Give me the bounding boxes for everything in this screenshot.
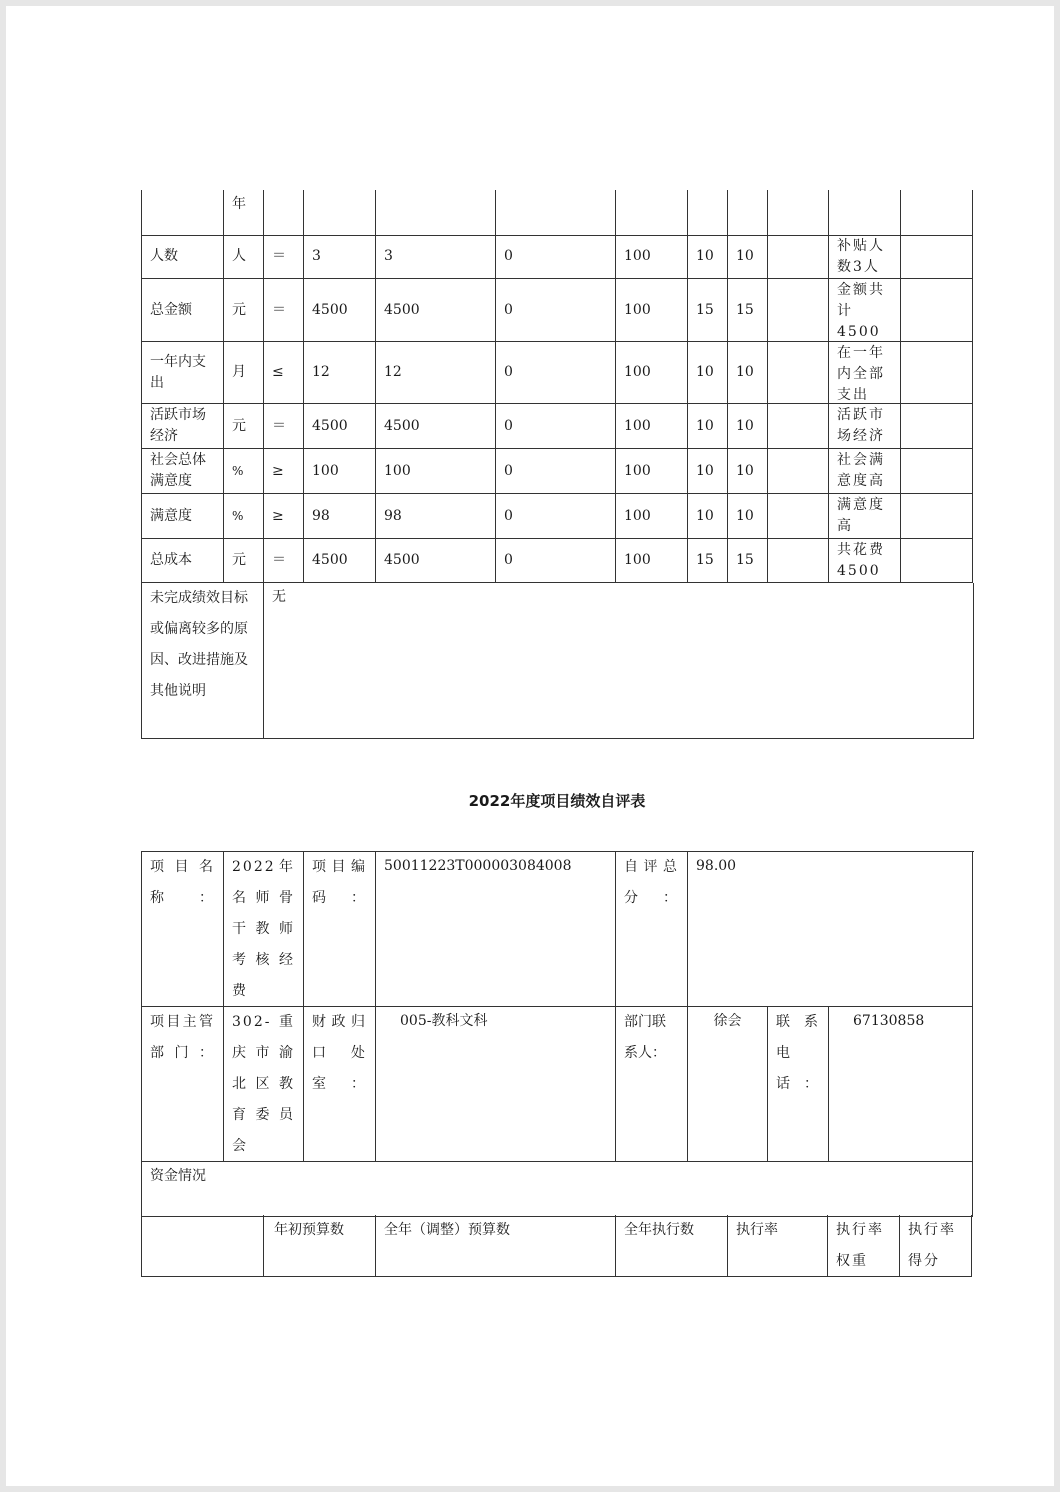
indicator-cell-completion: 100 [616,279,688,342]
indicator-cell-empty [901,539,973,583]
indicator-cell-actual: 98 [376,494,496,539]
finance-label: 财政归口处室： [304,1007,376,1162]
indicator-cell-score: 10 [728,449,768,494]
indicator-cell-unit: 元 [224,279,264,342]
indicator-cell-completion: 100 [616,494,688,539]
reason-table [141,583,974,739]
indicator-cell-actual: 3 [376,235,496,279]
indicator-cell-note: 金额共计4500 [829,279,901,342]
indicator-cell-completion: 100 [616,235,688,279]
funds-header-0 [142,1215,264,1277]
fragment-cell [829,190,901,236]
indicator-cell-name: 总金额 [142,279,224,342]
indicator-cell-blank [768,494,829,539]
indicator-cell-op: ≥ [264,494,304,539]
indicator-cell-deviation: 0 [496,342,616,404]
indicator-cell-name: 满意度 [142,494,224,539]
indicator-cell-deviation: 0 [496,449,616,494]
indicator-cell-blank [768,404,829,449]
indicator-cell-name: 人数 [142,235,224,279]
fragment-cell [304,190,376,236]
indicator-cell-blank [768,449,829,494]
funds-header-6: 执行率得分 [900,1215,972,1277]
fragment-cell [728,190,768,236]
indicator-cell-note: 在一年内全部支出 [829,342,901,404]
form-title: 2022年度项目绩效自评表 [468,792,646,810]
indicator-cell-unit: % [224,494,264,539]
self-score-label: 自评总分： [616,852,688,1007]
indicator-cell-score: 15 [728,279,768,342]
indicator-cell-op: ≥ [264,449,304,494]
indicator-cell-weight: 15 [688,539,728,583]
contact-value: 徐会 [688,1007,768,1162]
indicator-cell-completion: 100 [616,449,688,494]
project-code-label: 项目编码： [304,852,376,1007]
indicator-cell-score: 15 [728,539,768,583]
document-page [6,6,1054,1486]
indicator-cell-weight: 10 [688,494,728,539]
indicator-cell-target: 100 [304,449,376,494]
indicator-cell-empty [901,494,973,539]
indicator-cell-unit: 元 [224,539,264,583]
indicator-cell-completion: 100 [616,539,688,583]
indicator-cell-op: ＝ [264,279,304,342]
indicator-cell-empty [901,279,973,342]
funds-header-5: 执行率权重 [828,1215,900,1277]
indicator-cell-unit: 元 [224,404,264,449]
indicator-cell-op: ＝ [264,235,304,279]
fragment-cell [264,190,304,236]
indicator-cell-completion: 100 [616,404,688,449]
funds-table [141,1215,974,1277]
indicator-cell-note: 共花费4500 [829,539,901,583]
indicator-cell-name: 社会总体满意度 [142,449,224,494]
fragment-cell [768,190,829,236]
fragment-cell [142,190,224,236]
indicator-cell-note: 满意度高 [829,494,901,539]
indicator-cell-deviation: 0 [496,539,616,583]
indicator-cell-deviation: 0 [496,404,616,449]
indicator-cell-score: 10 [728,494,768,539]
indicator-cell-target: 98 [304,494,376,539]
fragment-cell [901,190,973,236]
project-code-value: 50011223T000003084008 [376,852,616,1007]
indicator-cell-target: 12 [304,342,376,404]
indicator-cell-weight: 10 [688,449,728,494]
contact-label: 部门联系人： [616,1007,688,1162]
indicator-cell-name: 总成本 [142,539,224,583]
reason-value: 无 [264,583,974,739]
indicator-cell-target: 4500 [304,539,376,583]
indicator-cell-deviation: 0 [496,494,616,539]
dept-label: 项目主管部门： [142,1007,224,1162]
indicator-cell-actual: 12 [376,342,496,404]
funds-header-3: 全年执行数 [616,1215,728,1277]
funds-header-1: 年初预算数 [264,1215,376,1277]
dept-value: 302-重庆市渝北区教育委员会 [224,1007,304,1162]
finance-value: 005-教科文科 [376,1007,616,1162]
indicator-table [141,190,974,236]
indicator-cell-deviation: 0 [496,279,616,342]
project-info-table [141,851,974,1217]
indicator-cell-weight: 15 [688,279,728,342]
indicator-cell-actual: 4500 [376,539,496,583]
funds-section-label: 资金情况 [142,1162,973,1217]
fragment-cell [496,190,616,236]
indicator-cell-actual: 4500 [376,404,496,449]
indicator-cell-blank [768,342,829,404]
funds-header-4: 执行率 [728,1215,828,1277]
indicator-cell-weight: 10 [688,235,728,279]
indicator-cell-name: 一年内支出 [142,342,224,404]
fragment-unit: 年 [224,190,264,236]
indicator-cell-score: 10 [728,404,768,449]
indicator-cell-name: 活跃市场经济 [142,404,224,449]
indicator-cell-actual: 4500 [376,279,496,342]
indicator-cell-weight: 10 [688,404,728,449]
indicator-cell-target: 3 [304,235,376,279]
indicator-cell-deviation: 0 [496,235,616,279]
indicator-cell-op: ≤ [264,342,304,404]
indicator-cell-score: 10 [728,342,768,404]
indicator-cell-blank [768,279,829,342]
indicator-cell-blank [768,235,829,279]
indicator-cell-unit: 人 [224,235,264,279]
indicator-cell-op: ＝ [264,404,304,449]
indicator-cell-unit: % [224,449,264,494]
self-score-value: 98.00 [688,852,973,1007]
funds-header-2: 全年（调整）预算数 [376,1215,616,1277]
indicator-cell-op: ＝ [264,539,304,583]
fragment-cell [376,190,496,236]
indicator-cell-blank [768,539,829,583]
indicator-cell-empty [901,404,973,449]
indicator-cell-empty [901,449,973,494]
phone-value: 67130858 [829,1007,973,1162]
indicator-cell-empty [901,235,973,279]
indicator-cell-empty [901,342,973,404]
indicator-cell-note: 活跃市场经济 [829,404,901,449]
indicator-cell-actual: 100 [376,449,496,494]
indicator-cell-unit: 月 [224,342,264,404]
fragment-cell [616,190,688,236]
reason-label: 未完成绩效目标或偏离较多的原因、改进措施及其他说明 [142,583,264,739]
indicator-cell-note: 补贴人数3人 [829,235,901,279]
fragment-cell [688,190,728,236]
indicator-cell-note: 社会满意度高 [829,449,901,494]
project-name-value: 2022年名师骨干教师考核经费 [224,852,304,1007]
indicator-cell-target: 4500 [304,404,376,449]
project-name-label: 项目名称： [142,852,224,1007]
phone-label: 联系电话： [768,1007,829,1162]
indicator-rows [141,235,974,583]
indicator-cell-completion: 100 [616,342,688,404]
indicator-cell-target: 4500 [304,279,376,342]
indicator-cell-weight: 10 [688,342,728,404]
indicator-cell-score: 10 [728,235,768,279]
